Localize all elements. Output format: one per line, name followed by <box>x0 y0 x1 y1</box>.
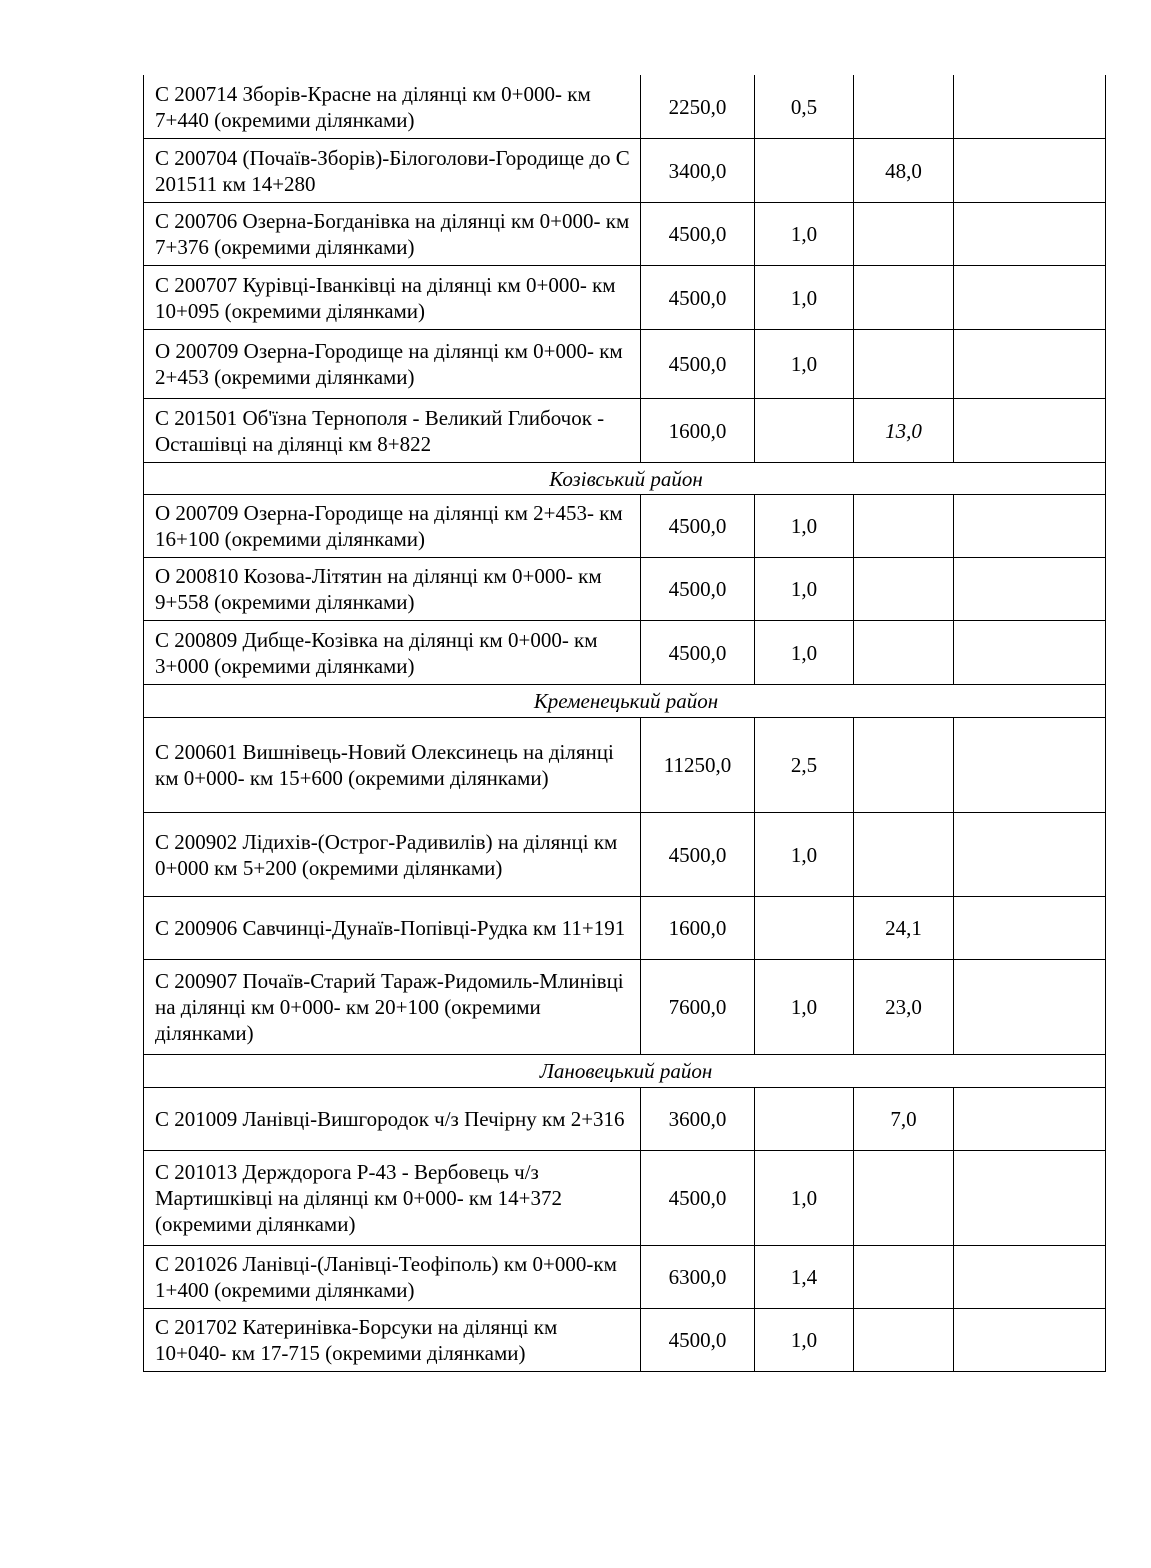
road-name-cell: С 200706 Озерна-Богданівка на ділянці км 0+000- км 7+376 (окремими ділянками) <box>144 202 641 265</box>
cost-cell: 4500,0 <box>641 494 755 557</box>
table-row <box>144 812 1106 896</box>
road-name-cell: С 201009 Ланівці-Вишгородок ч/з Печірну км 2+316 <box>144 1087 641 1150</box>
area-cell <box>854 1150 954 1245</box>
road-name-cell: О 200709 Озерна-Городище на ділянці км 2+453- км 16+100 (окремими ділянками) <box>144 494 641 557</box>
district-name: Кременецький район <box>144 684 1106 717</box>
cost-cell: 4500,0 <box>641 812 755 896</box>
extra-cell <box>954 265 1106 329</box>
length-cell: 1,0 <box>755 494 854 557</box>
road-name-cell: О 200709 Озерна-Городище на ділянці км 0+000- км 2+453 (окремими ділянками) <box>144 329 641 398</box>
extra-cell <box>954 620 1106 684</box>
table-row <box>144 1087 1106 1150</box>
area-cell <box>854 620 954 684</box>
cost-cell: 1600,0 <box>641 896 755 959</box>
cost-cell: 4500,0 <box>641 329 755 398</box>
cost-cell: 4500,0 <box>641 620 755 684</box>
table-row <box>144 494 1106 557</box>
cost-cell: 7600,0 <box>641 959 755 1054</box>
table-row <box>144 398 1106 462</box>
district-header-row <box>144 462 1106 494</box>
road-name-cell: С 201013 Держдорога Р-43 - Вербовець ч/з Мартишківці на ділянці км 0+000- км 14+372 (окремими ділянками) <box>144 1150 641 1245</box>
table-row <box>144 1150 1106 1245</box>
length-cell <box>755 1087 854 1150</box>
length-cell: 2,5 <box>755 717 854 812</box>
extra-cell <box>954 398 1106 462</box>
extra-cell <box>954 557 1106 620</box>
district-header-row <box>144 1054 1106 1087</box>
road-name-cell: С 200906 Савчинці-Дунаїв-Попівці-Рудка км 11+191 <box>144 896 641 959</box>
area-cell <box>854 75 954 138</box>
area-cell: 48,0 <box>854 138 954 202</box>
cost-cell: 11250,0 <box>641 717 755 812</box>
length-cell: 1,0 <box>755 265 854 329</box>
table-row <box>144 620 1106 684</box>
length-cell <box>755 398 854 462</box>
length-cell: 1,4 <box>755 1245 854 1308</box>
table-row <box>144 959 1106 1054</box>
length-cell: 1,0 <box>755 620 854 684</box>
table-body <box>144 75 1106 1371</box>
area-cell <box>854 265 954 329</box>
cost-cell: 2250,0 <box>641 75 755 138</box>
cost-cell: 6300,0 <box>641 1245 755 1308</box>
cost-cell: 4500,0 <box>641 557 755 620</box>
length-cell <box>755 896 854 959</box>
area-cell: 24,1 <box>854 896 954 959</box>
length-cell: 1,0 <box>755 959 854 1054</box>
district-name: Лановецький район <box>144 1054 1106 1087</box>
cost-cell: 3400,0 <box>641 138 755 202</box>
area-cell <box>854 494 954 557</box>
length-cell: 1,0 <box>755 202 854 265</box>
road-works-table <box>143 75 1106 1372</box>
road-name-cell: С 201702 Катеринівка-Борсуки на ділянці км 10+040- км 17-715 (окремими ділянками) <box>144 1308 641 1371</box>
road-name-cell: С 200707 Курівці-Іванківці на ділянці км 0+000- км 10+095 (окремими ділянками) <box>144 265 641 329</box>
cost-cell: 3600,0 <box>641 1087 755 1150</box>
area-cell: 7,0 <box>854 1087 954 1150</box>
road-name-cell: С 200902 Лідихів-(Острог-Радивилів) на ділянці км 0+000 км 5+200 (окремими ділянками) <box>144 812 641 896</box>
table-row <box>144 717 1106 812</box>
extra-cell <box>954 896 1106 959</box>
extra-cell <box>954 1087 1106 1150</box>
extra-cell <box>954 329 1106 398</box>
cost-cell: 4500,0 <box>641 265 755 329</box>
area-cell <box>854 1308 954 1371</box>
length-cell: 1,0 <box>755 557 854 620</box>
area-cell <box>854 812 954 896</box>
road-name-cell: С 200601 Вишнівець-Новий Олексинець на ділянці км 0+000- км 15+600 (окремими ділянками) <box>144 717 641 812</box>
cost-cell: 1600,0 <box>641 398 755 462</box>
length-cell: 1,0 <box>755 812 854 896</box>
extra-cell <box>954 202 1106 265</box>
cost-cell: 4500,0 <box>641 1150 755 1245</box>
district-name: Козівський район <box>144 462 1106 494</box>
road-name-cell: С 200907 Почаїв-Старий Тараж-Ридомиль-Млинівці на ділянці км 0+000- км 20+100 (окремими ділянками) <box>144 959 641 1054</box>
extra-cell <box>954 717 1106 812</box>
extra-cell <box>954 1150 1106 1245</box>
length-cell: 0,5 <box>755 75 854 138</box>
length-cell: 1,0 <box>755 1308 854 1371</box>
table-row <box>144 896 1106 959</box>
length-cell: 1,0 <box>755 329 854 398</box>
road-name-cell: О 200810 Козова-Літятин на ділянці км 0+000- км 9+558 (окремими ділянками) <box>144 557 641 620</box>
area-cell <box>854 557 954 620</box>
table-row <box>144 1245 1106 1308</box>
road-name-cell: С 200714 Зборів-Красне на ділянці км 0+000- км 7+440 (окремими ділянками) <box>144 75 641 138</box>
road-name-cell: С 200809 Дибще-Козівка на ділянці км 0+000- км 3+000 (окремими ділянками) <box>144 620 641 684</box>
cost-cell: 4500,0 <box>641 1308 755 1371</box>
area-cell <box>854 1245 954 1308</box>
extra-cell <box>954 1308 1106 1371</box>
area-cell <box>854 717 954 812</box>
road-name-cell: С 201026 Ланівці-(Ланівці-Теофіполь) км 0+000-км 1+400 (окремими ділянками) <box>144 1245 641 1308</box>
extra-cell <box>954 75 1106 138</box>
length-cell <box>755 138 854 202</box>
cost-cell: 4500,0 <box>641 202 755 265</box>
table-row <box>144 75 1106 138</box>
district-header-row <box>144 684 1106 717</box>
road-name-cell: С 200704 (Почаїв-Зборів)-Білоголови-Городище до С 201511 км 14+280 <box>144 138 641 202</box>
area-cell: 23,0 <box>854 959 954 1054</box>
road-name-cell: С 201501 Об'їзна Тернополя - Великий Глибочок - Осташівці на ділянці км 8+822 <box>144 398 641 462</box>
extra-cell <box>954 812 1106 896</box>
extra-cell <box>954 1245 1106 1308</box>
area-cell <box>854 329 954 398</box>
length-cell: 1,0 <box>755 1150 854 1245</box>
table-row <box>144 1308 1106 1371</box>
extra-cell <box>954 959 1106 1054</box>
table-row <box>144 202 1106 265</box>
extra-cell <box>954 138 1106 202</box>
area-cell <box>854 202 954 265</box>
table-row <box>144 557 1106 620</box>
area-cell: 13,0 <box>854 398 954 462</box>
table-row <box>144 265 1106 329</box>
extra-cell <box>954 494 1106 557</box>
table-row <box>144 138 1106 202</box>
table-row <box>144 329 1106 398</box>
